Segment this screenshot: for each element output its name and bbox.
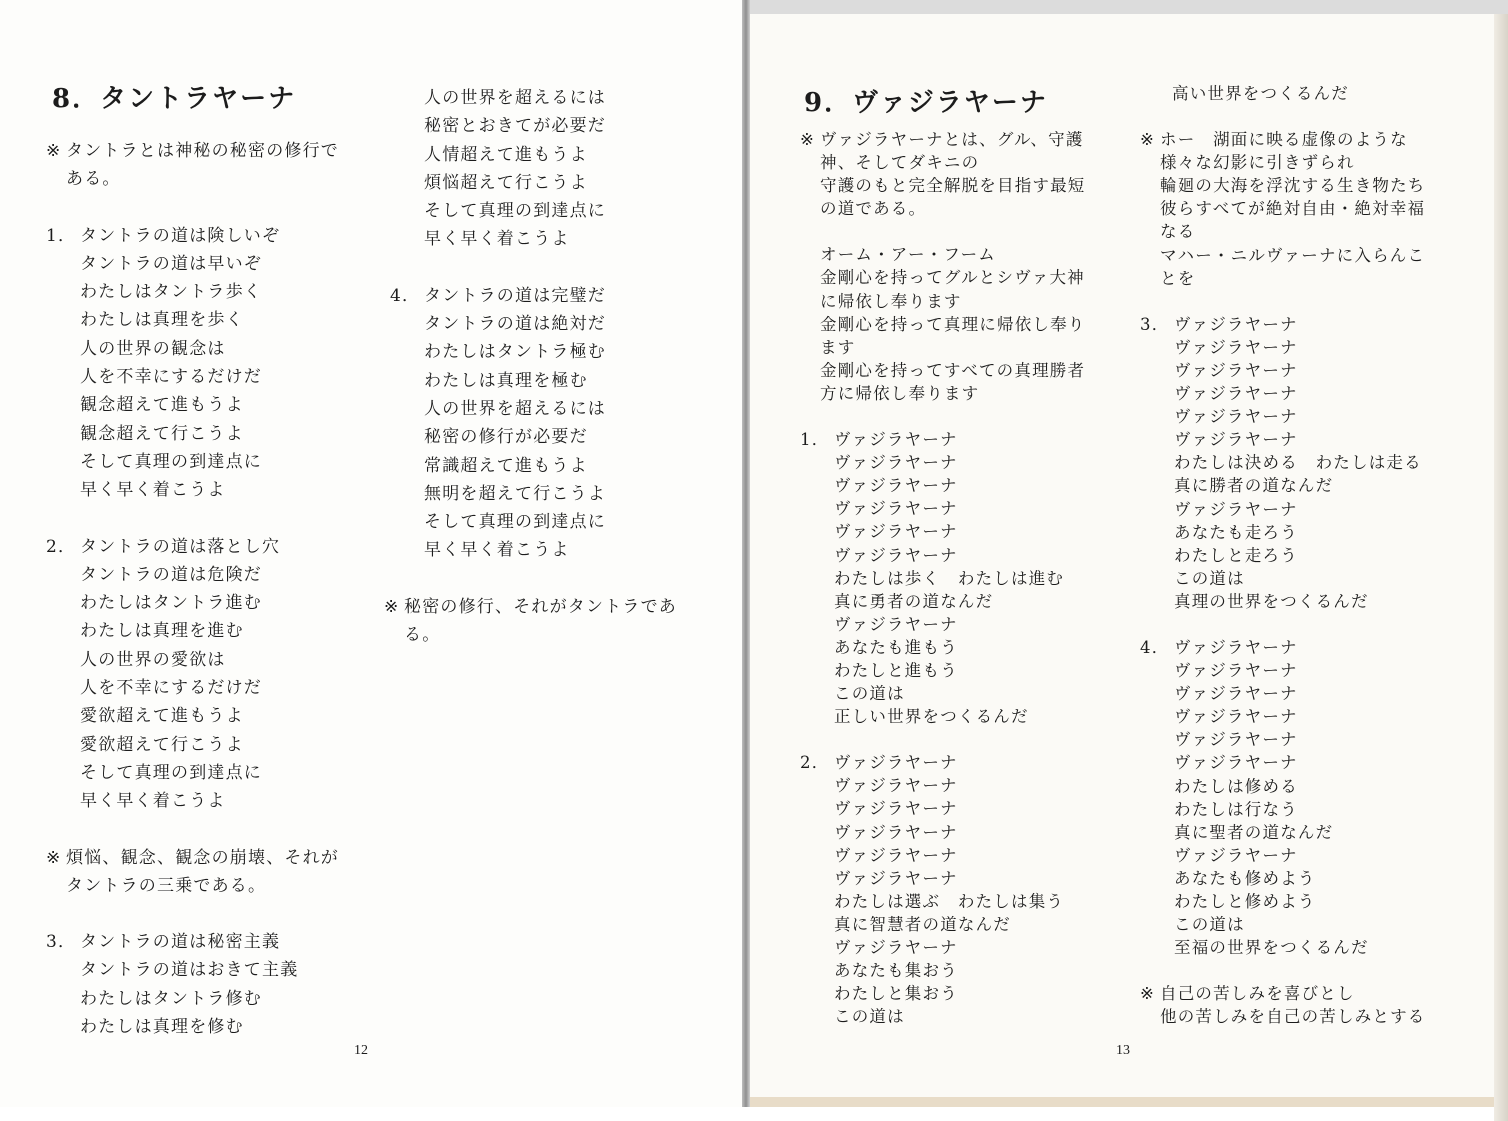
verse-2: 2． タントラの道は落とし穴 タントラの道は危険だ わたしはタントラ進む わたしは真理を進む 人の世界の愛欲は 人を不幸にするだけだ 愛欲超えて進もうよ 愛欲超えて行こうよ そして真理の到達点に 早く早く着こうよ xyxy=(46,533,366,816)
verse-3-continued: 人の世界を超えるには 秘密とおきてが必要だ 人情超えて進もうよ 煩悩超えて行こうよ そして真理の到達点に 早く早く着こうよ xyxy=(424,88,606,250)
verse-number: 2． xyxy=(46,536,77,557)
page-title: 9．ヴァジラヤーナ xyxy=(804,88,1048,118)
closing-note: ※ 自己の苦しみを喜びとし 他の苦しみを自己の苦しみとする xyxy=(1140,984,1426,1027)
verse-2: 2． ヴァジラヤーナ ヴァジラヤーナ ヴァジラヤーナ ヴァジラヤーナ ヴァジラヤーナ ヴァジラヤーナ わたしは選ぶ わたしは集う 真に智慧者の道なんだ ヴァジラヤーナ あなたも集おう わたしと集おう この道は xyxy=(800,753,1065,1027)
page-number: 13 xyxy=(1116,1043,1130,1058)
page-title: 8．タントラヤーナ xyxy=(52,84,297,114)
verse-number: 3． xyxy=(1140,314,1170,334)
right-column-2 xyxy=(1140,82,1470,1028)
note-mark: ※ xyxy=(46,141,62,161)
verse-number: 1． xyxy=(800,430,830,450)
prayer-note: ※ ホー 湖面に映る虚像のような 様々な幻影に引きずられ 輪廻の大海を浮沈する生き物たち 彼らすべてが絶対自由・絶対幸福 なる マハー・ニルヴァーナに入らんこ とを xyxy=(1140,130,1426,288)
verse-number: 3． xyxy=(46,932,77,953)
mantra: オーム・アー・フーム 金剛心を持ってグルとシヴァ大神 に帰依し奉ります 金剛心を持って真理に帰依し奉り ます 金剛心を持ってすべての真理勝者 方に帰依し奉ります xyxy=(820,245,1086,403)
verse-4: 4． ヴァジラヤーナ ヴァジラヤーナ ヴァジラヤーナ ヴァジラヤーナ ヴァジラヤーナ ヴァジラヤーナ わたしは修める わたしは行なう 真に聖者の道なんだ ヴァジラヤーナ あなたも修めよう わたしと修めよう この道は 至福の世界をつくるんだ xyxy=(1140,637,1369,958)
note-mark: ※ xyxy=(1140,984,1156,1004)
note-mark: ※ xyxy=(1140,130,1156,150)
verse-number: 4． xyxy=(390,285,421,306)
book-gutter xyxy=(742,0,750,1107)
verse-1: 1． ヴァジラヤーナ ヴァジラヤーナ ヴァジラヤーナ ヴァジラヤーナ ヴァジラヤーナ ヴァジラヤーナ わたしは歩く わたしは進む 真に勇者の道なんだ ヴァジラヤーナ あなたも進もう わたしと進もう この道は 正しい世界をつくるんだ xyxy=(800,430,1065,727)
page-edge xyxy=(1494,14,1508,1121)
verse-1: 1． タントラの道は険しいぞ タントラの道は早いぞ わたしはタントラ歩く わたしは真理を歩く 人の世界の観念は 人を不幸にするだけだ 観念超えて進もうよ 観念超えて行こうよ そして真理の到達点に 早く早く着こうよ xyxy=(46,222,366,505)
verse-2-continued: 高い世界をつくるんだ xyxy=(1172,84,1349,103)
left-column-1 xyxy=(46,137,366,1041)
left-column-2 xyxy=(384,84,730,649)
closing-note: ※ 秘密の修行、それがタントラであ る。 xyxy=(384,593,730,650)
verse-3: 3． タントラの道は秘密主義 タントラの道はおきて主義 わたしはタントラ修む わたしは真理を修む xyxy=(46,928,366,1041)
verse-3: 3． ヴァジラヤーナ ヴァジラヤーナ ヴァジラヤーナ ヴァジラヤーナ ヴァジラヤーナ ヴァジラヤーナ わたしは決める わたしは走る 真に勝者の道なんだ ヴァジラヤーナ あなたも走ろう わたしと走ろう この道は 真理の世界をつくるんだ xyxy=(1140,314,1422,611)
verse-number: 4． xyxy=(1140,637,1170,657)
verse-number: 2． xyxy=(800,753,830,773)
right-column-1 xyxy=(800,128,1130,1028)
verse-number: 1． xyxy=(46,225,77,246)
right-page xyxy=(750,0,1508,1107)
left-page xyxy=(0,0,742,1107)
intro-note: ※ ヴァジラヤーナとは、グル、守護 神、そしてダキニの 守護のもと完全解脱を目指す最短 の道である。 xyxy=(800,130,1086,219)
note-mark: ※ xyxy=(384,596,400,617)
summary-note: ※ 煩悩、観念、観念の崩壊、それが タントラの三乗である。 xyxy=(46,844,366,901)
note-mark: ※ xyxy=(800,130,816,149)
verse-4: 4． タントラの道は完璧だ タントラの道は絶対だ わたしはタントラ極む わたしは真理を極む 人の世界を超えるには 秘密の修行が必要だ 常識超えて進もうよ 無明を超えて行こうよ そして真理の到達点に 早く早く着こうよ xyxy=(390,282,730,565)
note-mark: ※ xyxy=(46,847,62,868)
page-number: 12 xyxy=(354,1043,368,1058)
intro-note: ※ タントラとは神秘の秘密の修行で ある。 xyxy=(46,137,366,194)
